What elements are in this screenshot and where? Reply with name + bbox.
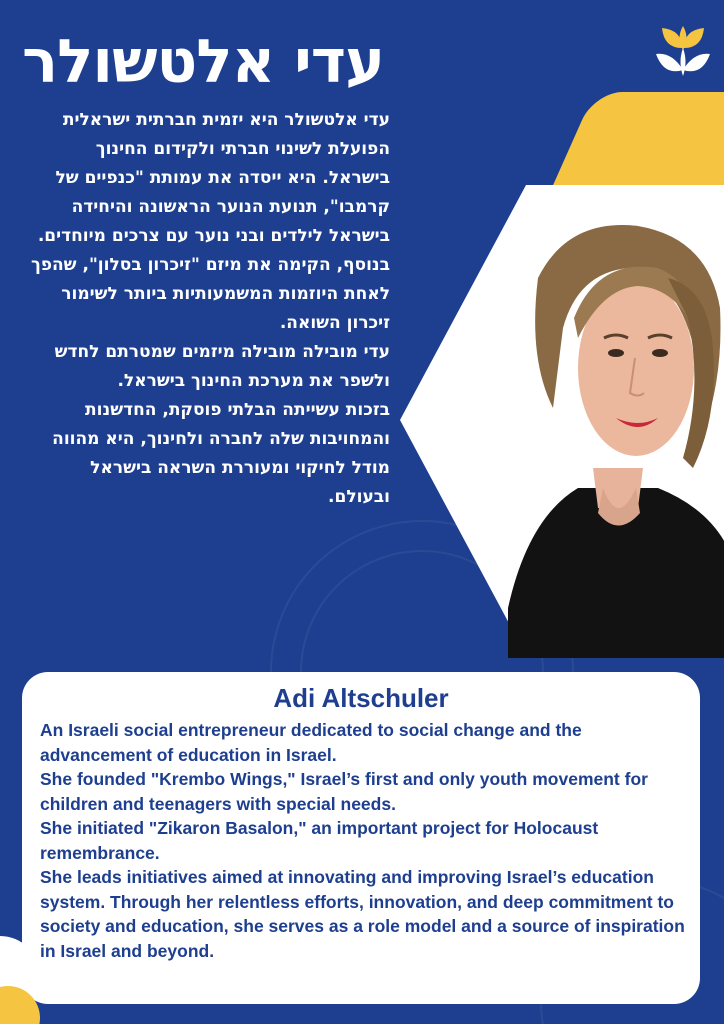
english-title: Adi Altschuler xyxy=(273,683,449,713)
hebrew-paragraph: עדי מובילה מובילה מיזמים שמטרתם לחדש ולשפר את מערכת החינוך בישראל. xyxy=(54,342,390,391)
portrait-photo xyxy=(508,188,724,658)
english-card xyxy=(22,672,700,1004)
hebrew-paragraph: בזכות עשייתה הבלתי פוסקת, החדשנות והמחויבות שלה לחברה ולחינוך, היא מהווה מודל לחיקוי ומעוררת השראה בישראל ובעולם. xyxy=(52,400,390,507)
hebrew-paragraph: בנוסף, הקימה את מיזם "זיכרון בסלון", שהפך לאחת היוזמות המשמעותיות ביותר לשימור זיכרון השואה. xyxy=(31,255,390,333)
english-paragraph: An Israeli social entrepreneur dedicated to social change and the advancement of education in Israel. xyxy=(40,720,582,765)
hebrew-paragraph: עדי אלטשולר היא יזמית חברתית ישראלית הפועלת לשינוי חברתי ולקידום החינוך בישראל. היא ייסדה את עמותת "כנפיים של קרמבו", תנועת הנוער הראשונה והיחידה בישראל לילדים ובני נוער עם צרכים מיוחדים. xyxy=(37,110,390,246)
english-paragraph: She initiated "Zikaron Basalon," an important project for Holocaust remembrance. xyxy=(40,818,599,863)
leaf-logo-icon xyxy=(652,18,714,84)
hebrew-bio xyxy=(30,106,390,512)
english-bio xyxy=(40,718,692,963)
english-paragraph: She leads initiatives aimed at innovating and improving Israel’s education system. Through her relentless efforts, innovation, and deep commitment to society and education, she serves as a role model and a source of inspiration in Israel and beyond. xyxy=(40,867,685,961)
hebrew-title: עדי אלטשולר xyxy=(22,27,385,97)
english-paragraph: She founded "Krembo Wings," Israel’s first and only youth movement for children and teenagers with special needs. xyxy=(40,769,648,814)
